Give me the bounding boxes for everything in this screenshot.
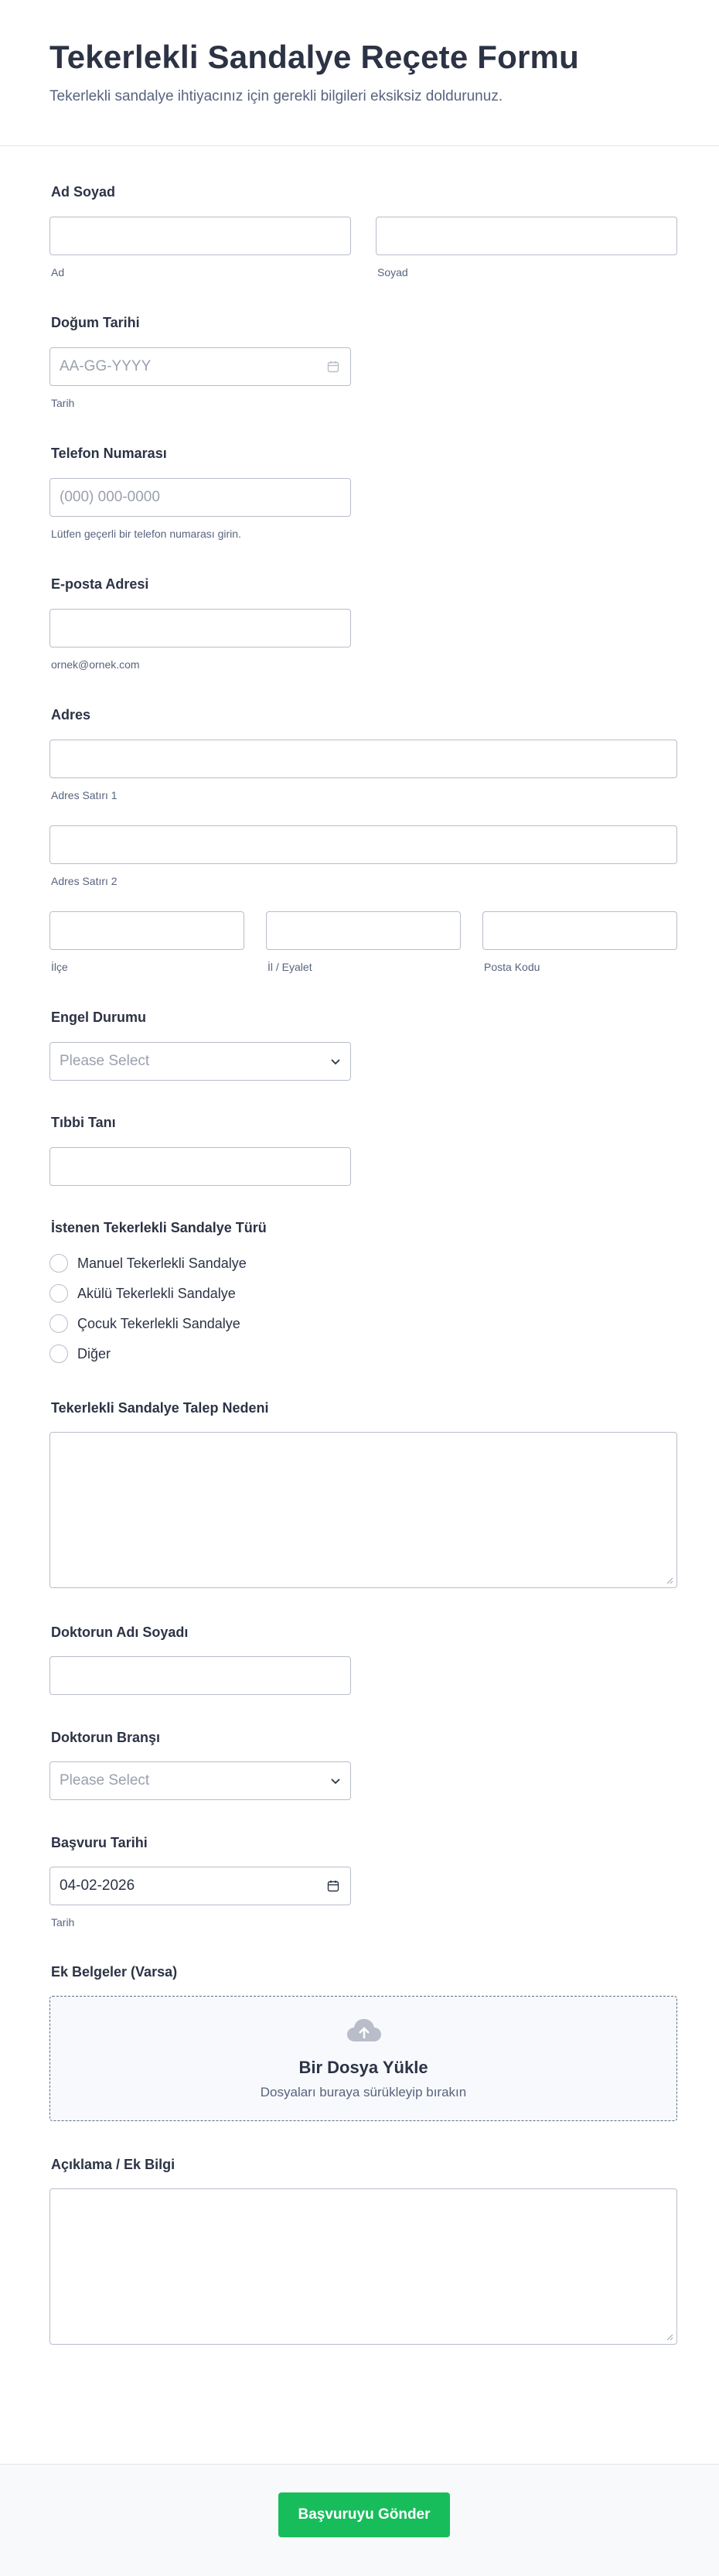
chevron-down-icon — [330, 1775, 341, 1786]
apply-date-input[interactable] — [49, 1867, 351, 1905]
form-subtitle: Tekerlekli sandalye ihtiyacınız için gerekli bilgileri eksiksiz doldurunuz. — [49, 88, 503, 104]
disability-select-value: Please Select — [60, 1053, 150, 1069]
state-sublabel: İl / Eyalet — [267, 961, 312, 973]
doctor-branch-select[interactable] — [49, 1761, 351, 1800]
cloud-upload-icon — [346, 2015, 383, 2046]
address-line2-input[interactable] — [49, 825, 677, 864]
doctor-name-input[interactable] — [49, 1656, 351, 1695]
resize-grip-icon[interactable] — [666, 1577, 673, 1584]
doctor-branch-label: Doktorun Branşı — [51, 1730, 161, 1745]
phone-sublabel: Lütfen geçerli bir telefon numarası girin. — [51, 528, 241, 540]
email-label: E-posta Adresi — [51, 576, 149, 592]
documents-label: Ek Belgeler (Varsa) — [51, 1964, 178, 1980]
form-title: Tekerlekli Sandalye Reçete Formu — [49, 39, 579, 75]
calendar-icon[interactable] — [327, 1880, 339, 1892]
radio-option-manual[interactable] — [49, 1252, 247, 1274]
chair-type-label: İstenen Tekerlekli Sandalye Türü — [51, 1220, 267, 1235]
chevron-down-icon — [330, 1056, 341, 1067]
zip-sublabel: Posta Kodu — [484, 961, 540, 973]
radio-label: Akülü Tekerlekli Sandalye — [77, 1285, 236, 1301]
reason-label: Tekerlekli Sandalye Talep Nedeni — [51, 1400, 269, 1416]
birth-date-placeholder: AA-GG-YYYY — [60, 358, 152, 374]
address-label: Adres — [51, 707, 91, 723]
last-name-input[interactable] — [376, 217, 677, 255]
email-input[interactable] — [49, 609, 351, 647]
upload-title: Bir Dosya Yükle — [298, 2058, 428, 2077]
disability-label: Engel Durumu — [51, 1010, 147, 1025]
phone-input[interactable] — [49, 478, 351, 517]
radio-circle[interactable] — [49, 1254, 68, 1273]
diagnosis-input[interactable] — [49, 1147, 351, 1186]
calendar-icon[interactable] — [327, 360, 339, 373]
radio-label: Çocuk Tekerlekli Sandalye — [77, 1315, 240, 1331]
radio-circle[interactable] — [49, 1344, 68, 1363]
address-line1-input[interactable] — [49, 740, 677, 778]
name-label: Ad Soyad — [51, 184, 116, 200]
radio-label: Diğer — [77, 1345, 111, 1361]
doctor-branch-select-value: Please Select — [60, 1772, 150, 1789]
diagnosis-label: Tıbbi Tanı — [51, 1115, 116, 1130]
notes-label: Açıklama / Ek Bilgi — [51, 2157, 175, 2172]
district-input[interactable] — [49, 911, 244, 950]
notes-textarea[interactable] — [49, 2188, 677, 2345]
last-name-sublabel: Soyad — [377, 266, 408, 278]
resize-grip-icon[interactable] — [666, 2333, 673, 2341]
radio-option-powered[interactable] — [49, 1283, 236, 1304]
doctor-name-label: Doktorun Adı Soyadı — [51, 1625, 189, 1640]
district-sublabel: İlçe — [51, 961, 68, 973]
first-name-sublabel: Ad — [51, 266, 65, 278]
apply-date-value: 04-02-2026 — [60, 1877, 135, 1894]
apply-date-sublabel: Tarih — [51, 1916, 75, 1929]
radio-option-child[interactable] — [49, 1313, 240, 1334]
radio-circle[interactable] — [49, 1314, 68, 1333]
submit-button[interactable]: Başvuruyu Gönder — [278, 2492, 450, 2537]
header-divider — [0, 145, 719, 146]
birth-date-input[interactable] — [49, 347, 351, 386]
address-line1-sublabel: Adres Satırı 1 — [51, 789, 118, 801]
first-name-input[interactable] — [49, 217, 351, 255]
birth-date-label: Doğum Tarihi — [51, 315, 140, 330]
phone-label: Telefon Numarası — [51, 446, 167, 461]
state-input[interactable] — [266, 911, 461, 950]
address-line2-sublabel: Adres Satırı 2 — [51, 875, 118, 887]
radio-option-other[interactable] — [49, 1343, 111, 1365]
apply-date-label: Başvuru Tarihi — [51, 1835, 148, 1850]
radio-circle[interactable] — [49, 1284, 68, 1303]
upload-subtitle: Dosyaları buraya sürükleyip bırakın — [260, 2085, 467, 2099]
form-header — [49, 39, 668, 105]
file-upload-dropzone[interactable] — [49, 1996, 677, 2121]
radio-label: Manuel Tekerlekli Sandalye — [77, 1255, 247, 1271]
disability-select[interactable] — [49, 1042, 351, 1081]
phone-placeholder: (000) 000-0000 — [60, 489, 160, 505]
birth-date-sublabel: Tarih — [51, 397, 75, 409]
reason-textarea[interactable] — [49, 1432, 677, 1588]
zip-input[interactable] — [482, 911, 677, 950]
email-sublabel: ornek@ornek.com — [51, 658, 140, 671]
